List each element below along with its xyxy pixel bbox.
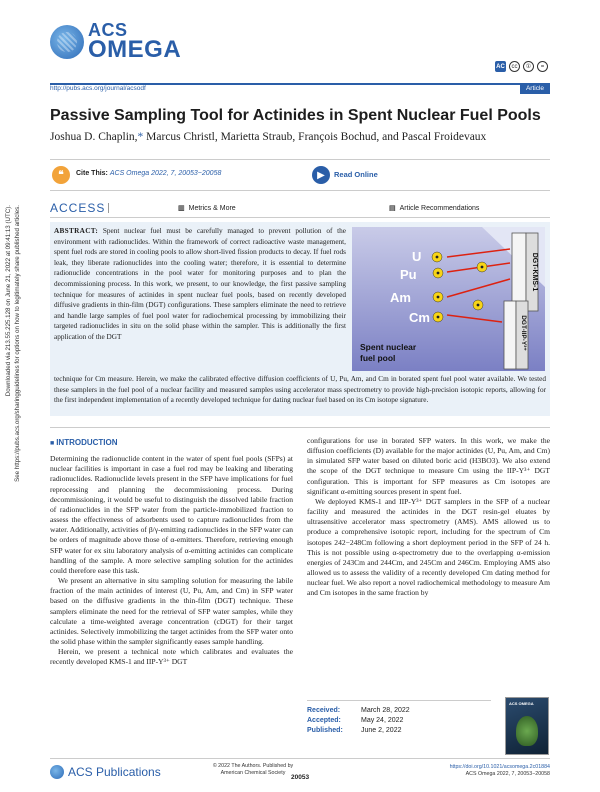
accepted-label: Accepted: (307, 717, 341, 724)
read-online-link[interactable]: Read Online (334, 170, 378, 179)
article-title: Passive Sampling Tool for Actinides in Spent Nuclear Fuel Pools (50, 107, 541, 124)
access-label: ACCESS (50, 201, 106, 215)
bar-chart-icon: ▥ (178, 205, 185, 212)
author-list (50, 131, 486, 143)
journal-cover-thumbnail[interactable] (505, 697, 549, 755)
no-derivatives-icon[interactable]: = (537, 61, 548, 72)
intro-paragraph-1: Determining the radionuclide content in the water of spent fuel pools (SFPs) at nuclear facilities is important in case a fuel rod may be leaking and liberating radionuclides. Radionuclide levels present in the SFP have implications for fuel reprocessing and planning the decommissioning process. During decommissioning, it would be useful to distinguish the dissolved labile fraction of radionuclides in the SFP water from the particle-immobilized fraction to assess the effectiveness of adsorbents used to capture radionuclides from the water. Additionally, activities of β/γ-emitting radionuclides in the SFP water can be orders of magnitude above those of α-emitters. Therefore, retrieving enough SFP water for ex situ laboratory analysis of α-emitting actinides can complicate handling of the sample. A more selective sampling solution for the actinides could therefore ease this task. (50, 454, 293, 575)
pool-label-line2: fuel pool (360, 353, 396, 363)
footer-rule (50, 758, 550, 759)
article-type-tag: Article (520, 83, 550, 94)
publisher-name: ACS Publications (68, 765, 161, 779)
dgt-iip-sampler (504, 301, 516, 369)
published-date: June 2, 2022 (361, 727, 402, 734)
download-note-line2: See https://pubs.acs.org/sharingguidelines for options on how to legitimately share published articles. (14, 205, 21, 482)
quote-icon: ❝ (52, 166, 70, 184)
element-am: Am (390, 290, 411, 305)
metrics-label: Metrics & More (188, 205, 236, 212)
cover-title: ACS OMEGA (509, 701, 534, 706)
element-pu: Pu (400, 267, 417, 282)
recommendations-label: Article Recommendations (399, 205, 480, 212)
intro-paragraph-3: Herein, we present a technical note which calibrates and evaluates the recently developed KMS-1 and IIP-Y³⁺ DGT (50, 647, 293, 667)
author-list-b: Marcus Christl, Marietta Straub, François Bochud, and Pascal Froidevaux (143, 131, 487, 143)
abstract-tail: technique for Cm measure. Herein, we make the calibrated effective diffusion coefficients of U, Pu, Am, and Cm in borated spent fuel pool water available. We tested these samplers in the fuel pool of a nuclear facility and measured samples using accelerator mass spectrometry to provide high-precision isotopic reports, allowing for the first independent implementation of a recently developed technique for dating nuclear fuel based on its Cm isotope signature. (54, 375, 546, 405)
journal-url-link[interactable]: http://pubs.acs.org/journal/acsodf (50, 85, 146, 92)
logo-line2: OMEGA (88, 36, 182, 64)
access-bar (50, 198, 550, 218)
received-row (307, 707, 491, 714)
published-label: Published: (307, 727, 343, 734)
element-u: U (412, 249, 422, 264)
cite-text[interactable] (76, 170, 221, 177)
radiation-icon-core (437, 296, 440, 299)
download-note (3, 205, 39, 535)
author-choice-icon[interactable]: AC (495, 61, 506, 72)
radiation-icon-core (437, 316, 440, 319)
published-row (307, 727, 491, 734)
doi-block (450, 764, 550, 778)
radiation-icon-core (437, 272, 440, 275)
article-dates (307, 700, 491, 737)
radiation-icon-core (481, 266, 484, 269)
cite-ref: 2022, 7, 20053−20058 (151, 170, 222, 177)
journal-reference: ACS Omega 2022, 7, 20053−20058 (465, 771, 550, 777)
license-badges (495, 61, 548, 72)
page-number: 20053 (291, 774, 310, 781)
radiation-icon-core (477, 304, 480, 307)
copyright-line1: © 2022 The Authors. Published by (212, 763, 294, 769)
accepted-row (307, 717, 491, 724)
logo-line1: ACS (88, 20, 128, 40)
toc-graphic[interactable] (352, 227, 545, 371)
cite-bar (50, 159, 550, 191)
cite-label: Cite This: (76, 170, 108, 177)
author-list-a: Joshua D. Chaplin, (50, 131, 138, 143)
acs-publications-logo[interactable] (50, 765, 161, 779)
accepted-date: May 24, 2022 (361, 717, 404, 724)
attribution-icon[interactable]: ① (523, 61, 534, 72)
section-rule (50, 427, 550, 428)
right-paragraph-2: We deployed KMS-1 and IIP-Y³⁺ DGT samplers in the SFP of a nuclear facility and measured the actinides in the DGT resin-gel eluates by ultrasensitive accelerator mass spectrometry (AMS). AMS allowed us to produce a comprehensive isotopic report, including for the spectrum of Cm isotopes 242−248Cm following a short deployment period in the SFP of 24 h. This is not possible using α-spectrometry due to the overlapping α-emission energies of 243Cm and 244Cm, and 245Cm and 246Cm. Employing AMS also allowed us to assess the validity of a recently developed Cm dating method for nuclear fuel. We also report a novel radiochemical methodology to measure Am and Cm isotopes in the same fraction by (307, 496, 550, 598)
creative-commons-icon[interactable]: cc (509, 61, 520, 72)
intro-heading: ■ INTRODUCTION (50, 438, 293, 449)
copyright-line2: American Chemical Society (220, 770, 286, 776)
pool-label-line1: Spent nuclear (360, 342, 417, 352)
dgt-kms-label: DGT-KMS-1 (531, 252, 538, 292)
dgt-kms-sampler (512, 233, 526, 311)
right-column (307, 436, 550, 599)
dgt-iip-label: DGT-IIP-Y³⁺ (520, 315, 527, 351)
radiation-icon-core (436, 256, 439, 259)
abstract-box (50, 222, 550, 416)
download-note-line1: Downloaded via 213.55.225.128 on June 21, 2022 at 09:41:13 (UTC). (5, 205, 12, 397)
received-date: March 28, 2022 (361, 707, 410, 714)
received-label: Received: (307, 707, 341, 714)
metrics-link[interactable] (178, 204, 236, 212)
corresponding-author-mark[interactable]: * (137, 131, 144, 143)
access-divider (108, 203, 109, 213)
read-online-icon[interactable]: ▶ (312, 166, 330, 184)
abstract-body: Spent nuclear fuel must be carefully managed to prevent pollution of the environment with radionuclides. Within the framework of correct radioactive waste management, spent fuel rods are stored in cooling pools to allow short-lived fission products to decay. If fuel rods leak, they liberate radionuclides into the cooling water; therefore, it is essential to determine radionuclide concentrations in the pool water for monitoring purposes and to plan the decommissioning process. In this work, we present, to our knowledge, the first passive sampling technique for measures of actinides in spent nuclear fuel pools, based on recently developed diffusive gradients in thin-film (DGT) configurations. These samplers eliminate the need to retrieve and handle large samples of fuel pool water for radiochemical processing by immobilizing their targeted radionuclides in situ on the solid phase within the sampler. This is additionally the first application of the DGT (54, 227, 347, 341)
cite-journal: ACS Omega (109, 170, 150, 177)
doi-link[interactable]: https://doi.org/10.1021/acsomega.2c01884 (449, 764, 550, 770)
acs-logo-icon (50, 25, 84, 59)
left-column (50, 438, 293, 667)
document-icon: ▤ (389, 205, 396, 212)
acs-publications-icon (50, 765, 64, 779)
journal-logo[interactable] (50, 22, 181, 62)
abstract-text (54, 226, 346, 343)
abstract-label: ABSTRACT: (54, 227, 99, 235)
intro-paragraph-2: We present an alternative in situ sampling solution for measuring the labile fraction of the main actinides of interest (U, Pu, Am, and Cm) in SFP water based on the diffusive gradients in the thin-film (DGT) technique. These samplers eliminate the need for the retrieval of SFP water samples, while they calculate a time-weighted average concentration (cDGT) for their target actinides. Selectively immobilizing the target actinides from the SFP water onto the solid phase within the sampler significantly eases sample handling. (50, 576, 293, 646)
right-paragraph-1: configurations for use in borated SFP waters. In this work, we make the diffusion coefficients (D) available for the major actinides (U, Pu, Am, and Cm) in simulated SFP water based on diluted boric acid (H3BO3). We also extend the scope of the DGT technique to measure Cm using the IIP-Y³⁺ DGT configuration. This is important for SFP measures as Cm isotopes are significant α-emitting sources present in spent fuel. (307, 436, 550, 496)
element-cm: Cm (409, 310, 430, 325)
cover-image (516, 716, 538, 746)
recommendations-link[interactable] (389, 204, 479, 212)
